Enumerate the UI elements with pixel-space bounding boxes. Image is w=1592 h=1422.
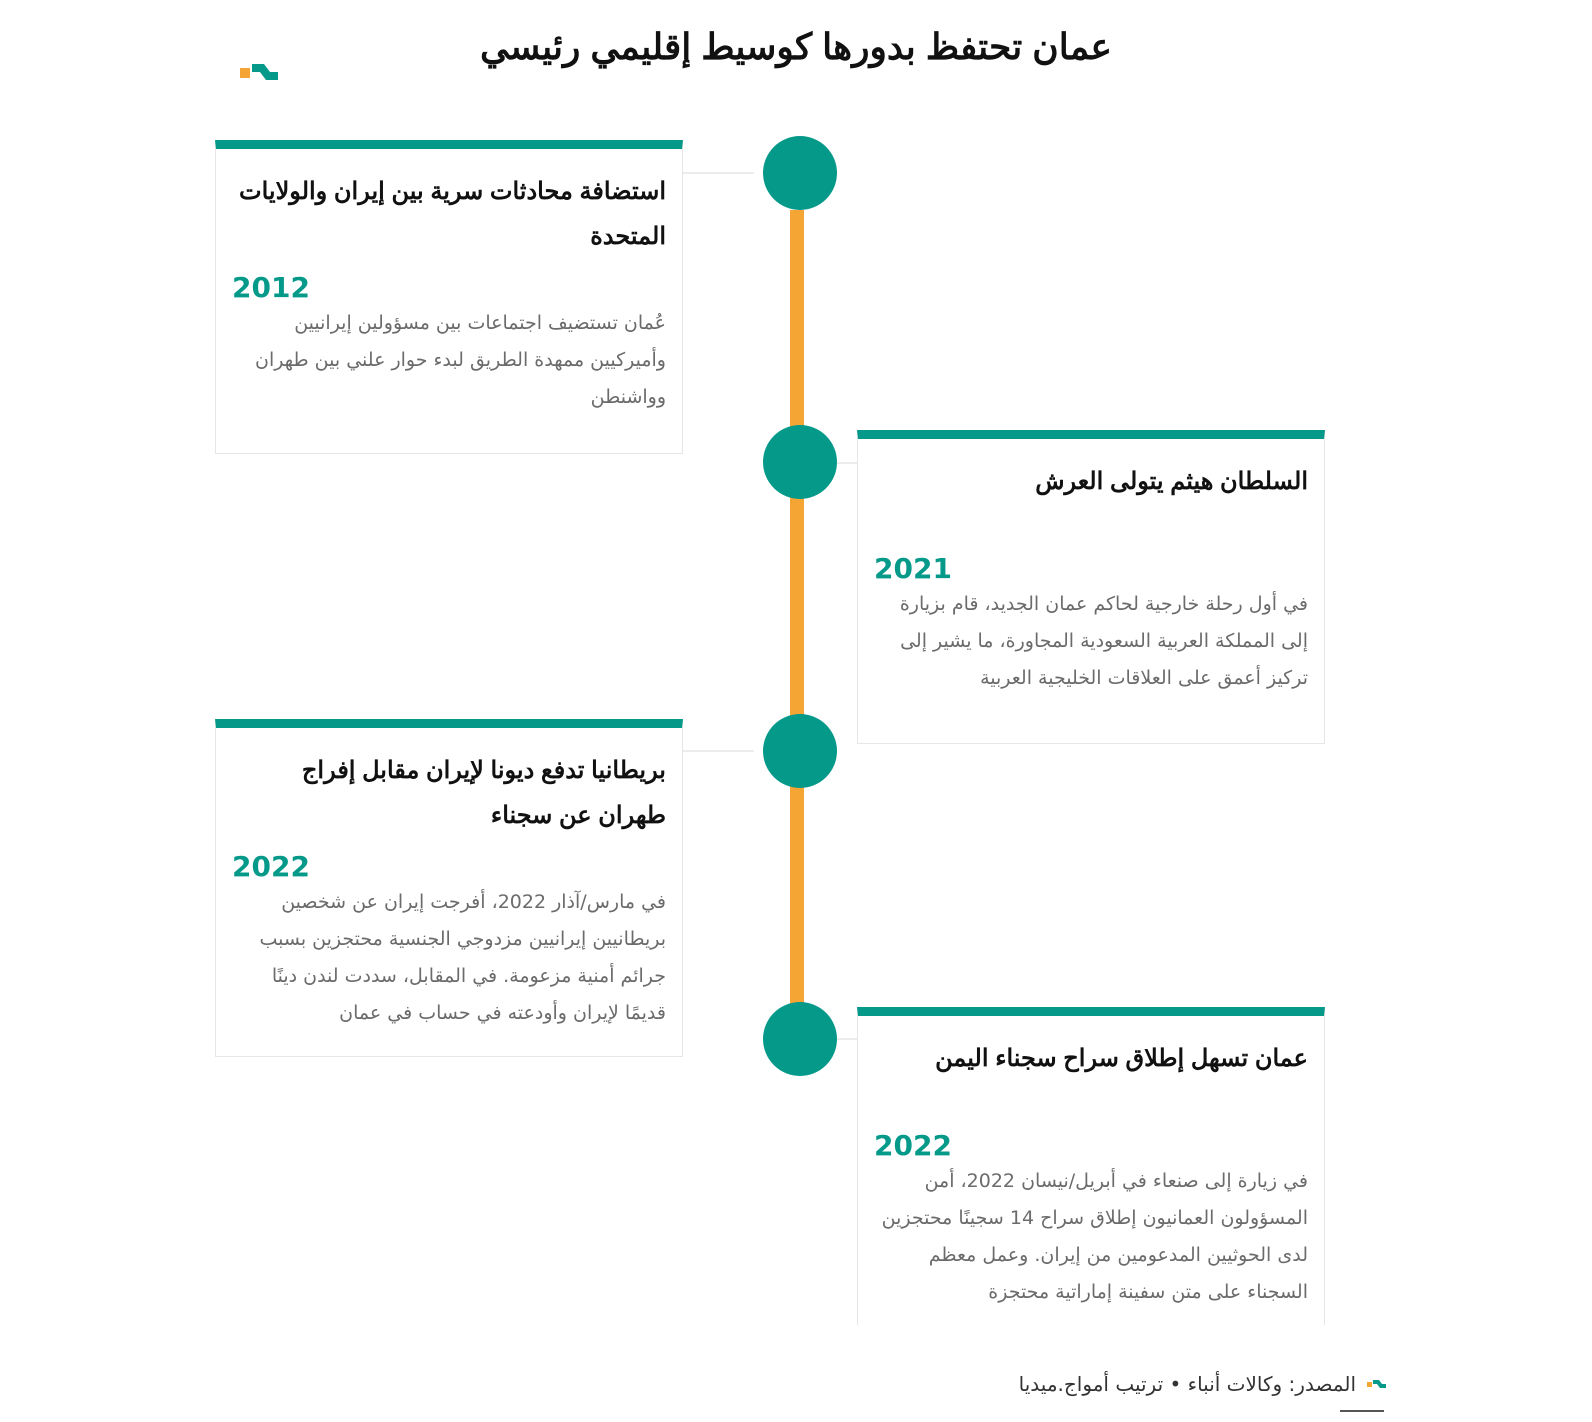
card-text: في زيارة إلى صنعاء في أبريل/نيسان 2022، أمن المسؤولون العمانيون إطلاق سراح 14 سجينًا محتجزين لدى الحوثيين المدعومين من إيران. وعمل معظم السجناء على متن سفينة إماراتية محتجزة [881, 1170, 1308, 1303]
card-text: عُمان تستضيف اجتماعات بين مسؤولين إيرانيين وأميركيين ممهدة الطريق لبدء حوار علني بين طهران وواشنطن [255, 312, 666, 408]
timeline-card [215, 719, 683, 1057]
card-heading: استضافة محادثات سرية بين إيران والولايات المتحدة [239, 178, 666, 250]
brand-logo-icon [240, 60, 280, 84]
card-year: 2012 [232, 271, 310, 304]
card-heading: عمان تسهل إطلاق سراح سجناء اليمن [935, 1045, 1308, 1072]
brand-logo-icon [1366, 1378, 1388, 1390]
timeline-node [763, 714, 837, 788]
timeline-connector [676, 750, 754, 752]
card-year: 2021 [874, 552, 952, 585]
timeline-node [763, 425, 837, 499]
timeline-node [763, 1002, 837, 1076]
timeline-line [790, 210, 804, 1040]
card-year: 2022 [232, 850, 310, 883]
card-heading: السلطان هيثم يتولى العرش [1035, 468, 1308, 495]
source-footer [968, 1372, 1388, 1396]
timeline-card [215, 140, 683, 454]
source-text: المصدر: وكالات أنباء • ترتيب أمواج.ميديا [1018, 1372, 1356, 1396]
card-text: في أول رحلة خارجية لحاكم عمان الجديد، قام بزيارة إلى المملكة العربية السعودية المجاورة، ما يشير إلى تركيز أعمق على العلاقات الخليجية العربية [899, 593, 1308, 689]
footer-divider [1340, 1410, 1384, 1412]
card-text: في مارس/آذار 2022، أفرجت إيران عن شخصين بريطانيين إيرانيين مزدوجي الجنسية محتجزين بسبب جرائم أمنية مزعومة. في المقابل، سددت لندن دينًا قديمًا لإيران وأودعته في حساب في عمان [259, 891, 666, 1024]
timeline-card [857, 1007, 1325, 1325]
card-year: 2022 [874, 1129, 952, 1162]
card-heading: بريطانيا تدفع ديونا لإيران مقابل إفراج طهران عن سجناء [301, 757, 666, 829]
timeline-card [857, 430, 1325, 744]
timeline-node [763, 136, 837, 210]
page-title: عمان تحتفظ بدورها كوسيط إقليمي رئيسي [480, 26, 1112, 67]
timeline-connector [676, 172, 754, 174]
